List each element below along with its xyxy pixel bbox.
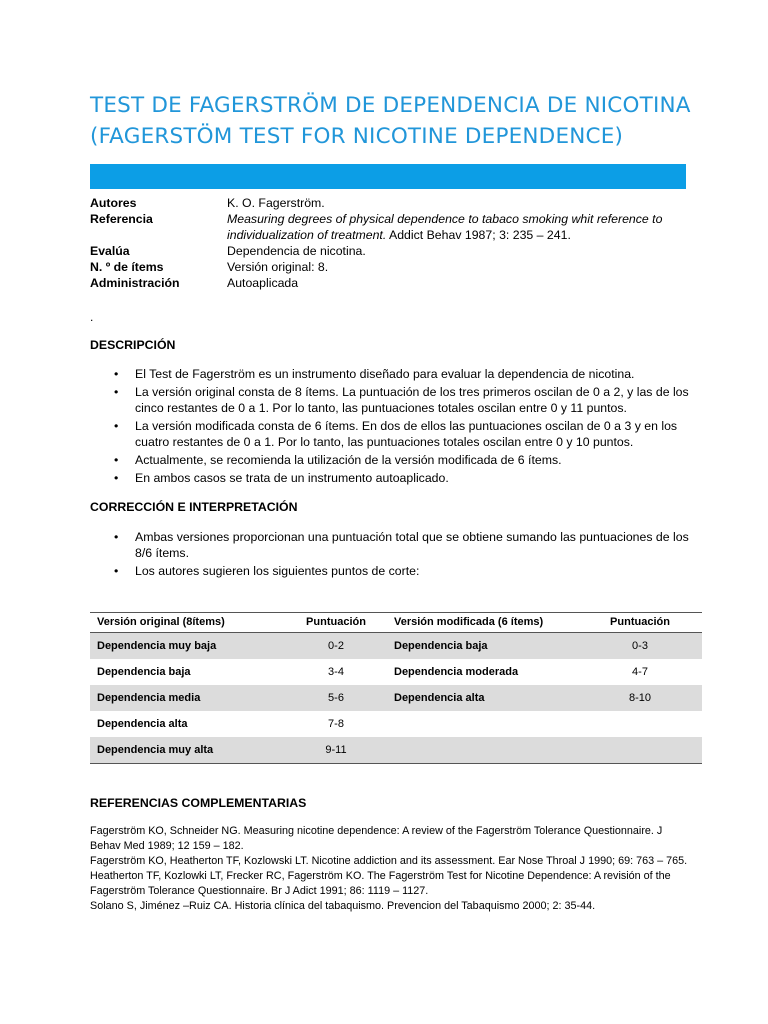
table-cell: Dependencia alta [394,692,485,704]
section-heading-referencias: REFERENCIAS COMPLEMENTARIAS [90,796,307,810]
reference-source: Addict Behav 1987; 3: 235 – 241. [386,228,571,242]
meta-label: Autores [90,196,137,210]
list-item: • Ambas versiones proporcionan una puntuación total que se obtiene sumando las puntuaciones de los 8/6 ítems. [90,529,690,561]
list-item: • Actualmente, se recomienda la utilización de la versión modificada de 6 ítems. [90,452,690,468]
table-cell: Dependencia muy baja [97,640,217,652]
meta-value: Dependencia de nicotina. [227,244,366,258]
meta-value: Autoaplicada [227,276,299,290]
table-cell: Dependencia alta [97,718,188,730]
table-row [90,685,702,711]
meta-label: Administración [90,276,180,290]
header-divider-bar [90,164,686,189]
table-cell: Dependencia baja [97,666,191,678]
section-heading-correccion: CORRECCIÓN E INTERPRETACIÓN [90,500,298,514]
reference-item: Fagerström KO, Heatherton TF, Kozlowski LT. Nicotine addiction and its assessment. Ear Nose Throal J 1990; 69: 763 – 765. [90,855,688,867]
reference-item: Solano S, Jiménez –Ruiz CA. Historia clínica del tabaquismo. Prevencion del Tabaquismo 2000; 2: 35-44. [90,900,596,912]
reference-item: Fagerström KO, Schneider NG. Measuring nicotine dependence: A review of the Fagerström Tolerance Questionnaire. J Behav Med 1989; 12 159 – 182. [90,825,663,852]
stray-dot: . [90,310,94,324]
title-line-2: (FAGERSTÖM TEST FOR NICOTINE DEPENDENCE) [90,124,624,149]
table-cell: 9-11 [325,744,347,756]
table-cell: 0-2 [328,640,344,652]
cutoff-table [90,612,702,764]
meta-value [227,211,667,243]
table-cell: 8-10 [628,692,652,704]
reference-title: Measuring degrees of physical dependence to tabaco smoking whit reference to individualization of treatment. [227,212,663,242]
meta-value: K. O. Fagerström. [227,196,325,210]
table-cell: Dependencia muy alta [97,744,214,756]
list-item: • La versión original consta de 8 ítems. La puntuación de los tres primeros oscilan de 0 a 2, y las de los cinco restantes de 0 a 1. Por lo tanto, las puntuaciones totales oscilan entre 0 y 11 puntos. [90,384,690,416]
meta-label: Evalúa [90,244,130,258]
table-header-cell: Puntuación [306,616,366,628]
table-row [90,659,702,685]
table-cell: 4-7 [632,666,648,678]
table-header-cell: Puntuación [610,616,670,628]
table-row [90,711,702,737]
list-item: • El Test de Fagerström es un instrumento diseñado para evaluar la dependencia de nicotina. [90,366,690,382]
list-item: • En ambos casos se trata de un instrumento autoaplicado. [90,470,690,486]
table-row [90,737,702,763]
section-heading-descripcion: DESCRIPCIÓN [90,338,176,352]
descripcion-list [90,366,690,488]
table-cell: Dependencia baja [394,640,488,652]
table-header-cell: Versión modificada (6 ítems) [394,616,544,628]
table-cell: 0-3 [632,640,648,652]
correccion-list [90,529,690,581]
title-line-1: TEST DE FAGERSTRÖM DE DEPENDENCIA DE NICOTINA [90,93,691,118]
table-cell: Dependencia media [97,692,201,704]
table-row [90,633,702,659]
table-header-row [90,613,702,633]
reference-item: Heatherton TF, Kozlowki LT, Frecker RC, Fagerström KO. The Fagerström Test for Nicotine Dependence: A revisión of the Fagerström Tolerance Questionnaire. Br J Adict 1991; 86: 1119 – 1127. [90,870,671,897]
meta-label: N. º de ítems [90,260,164,274]
table-header-cell: Versión original (8ítems) [97,616,225,628]
table-cell: 7-8 [328,718,344,730]
meta-label: Referencia [90,212,153,226]
list-item: • La versión modificada consta de 6 ítems. En dos de ellos las puntuaciones oscilan de 0 a 3 y en los cuatro restantes de 0 a 1. Por lo tanto, las puntuaciones totales oscilan entre 0 y 10 puntos. [90,418,690,450]
table-cell: 3-4 [328,666,344,678]
table-cell: Dependencia moderada [394,666,519,678]
references-list [90,824,690,914]
document-title [90,90,730,152]
meta-value: Versión original: 8. [227,260,329,274]
list-item: • Los autores sugieren los siguientes puntos de corte: [90,563,690,579]
table-cell: 5-6 [328,692,344,704]
